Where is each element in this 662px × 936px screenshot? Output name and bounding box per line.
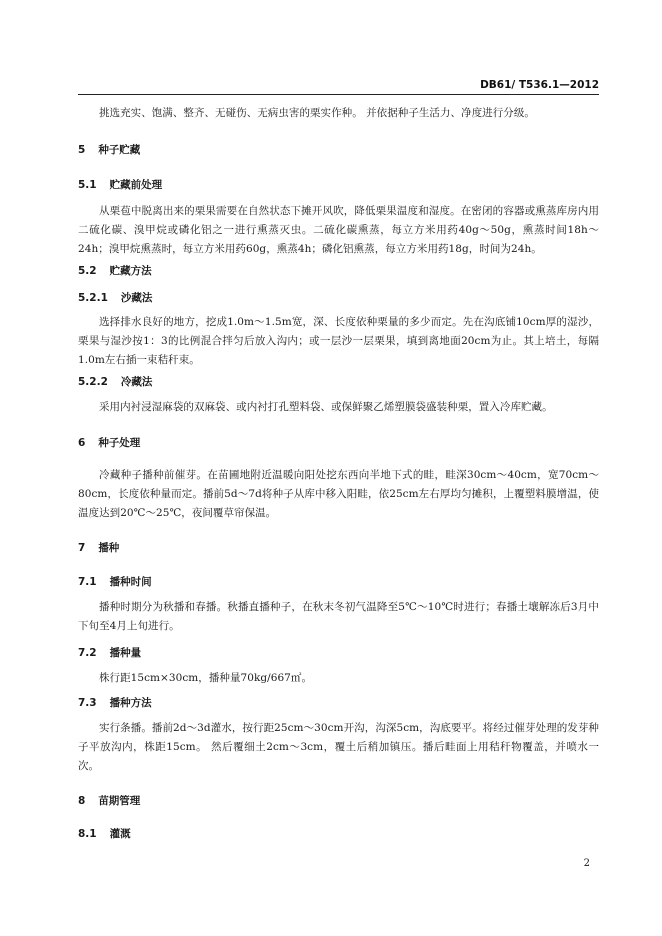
heading-number: 5.2.2 <box>78 376 108 388</box>
heading-7 <box>78 541 119 555</box>
heading-number: 5.2.1 <box>78 292 108 304</box>
heading-7-1 <box>78 575 152 589</box>
heading-title: 冷藏法 <box>120 376 153 388</box>
paragraph-5-2-1: 选择排水良好的地方，挖成1.0m～1.5m宽，深、长度依种栗量的多少而定。先在沟底铺10cm厚的湿沙，栗果与湿沙按1：3的比例混合拌匀后放入沟内；或一层沙一层栗果，填到离地面20cm为止。其上培土，每隔1.0m左右插一束秸秆束。 <box>78 316 599 366</box>
heading-title: 贮藏方法 <box>109 265 152 277</box>
heading-8 <box>78 794 140 808</box>
paragraph-6: 冷藏种子播种前催芽。在苗圃地附近温暖向阳处挖东西向半地下式的畦，畦深30cm～40cm，宽70cm～80cm，长度依种量而定。播前5d～7d将种子从库中移入阳畦，依25cm左右厚均匀摊积，上覆塑料膜增温，使温度达到20℃～25℃，夜间覆草帘保温。 <box>78 469 599 519</box>
heading-6 <box>78 436 140 450</box>
heading-number: 5.1 <box>78 179 97 191</box>
paragraph-5-2-2: 采用内衬浸湿麻袋的双麻袋、或内衬打孔塑料袋、或保鲜聚乙烯塑膜袋盛装种栗，置入冷库贮藏。 <box>99 401 553 413</box>
header-rule <box>78 94 599 95</box>
heading-7-2 <box>78 646 141 660</box>
heading-5-2-1 <box>78 291 152 305</box>
heading-title: 灌溉 <box>109 828 131 840</box>
heading-7-3 <box>78 696 152 710</box>
heading-number: 7 <box>78 542 86 554</box>
paragraph-7-3: 实行条播。播前2d～3d灌水，按行距25cm～30cm开沟，沟深5cm，沟底要平。将经过催芽处理的发芽种子平放沟内，株距15cm。 然后覆细土2cm～3cm，覆土后稍加镇压。播后畦面上用秸秆物覆盖，并喷水一次。 <box>78 722 599 772</box>
heading-number: 7.2 <box>78 647 97 659</box>
heading-8-1 <box>78 827 131 841</box>
page-number: 2 <box>583 858 590 869</box>
paragraph-7-1: 播种时期分为秋播和春播。秋播直播种子，在秋末冬初气温降至5℃～10℃时进行；春播土壤解冻后3月中下旬至4月上旬进行。 <box>78 601 599 632</box>
standard-code: DB61/ T536.1—2012 <box>480 79 599 91</box>
heading-5-2 <box>78 264 152 278</box>
heading-number: 7.1 <box>78 576 97 588</box>
paragraph-5-1: 从栗苞中脱离出来的栗果需要在自然状态下摊开风吹，降低栗果温度和湿度。在密闭的容器或熏蒸库房内用二硫化碳、溴甲烷或磷化铝之一进行熏蒸灭虫。二硫化碳熏蒸，每立方米用药40g～50g，熏蒸时间18h～24h；溴甲烷熏蒸时，每立方米用药60g，熏蒸4h；磷化铝熏蒸，每立方米用药18g，时间为24h。 <box>78 205 599 255</box>
heading-title: 播种量 <box>109 647 142 659</box>
heading-title: 种子贮藏 <box>98 144 141 156</box>
heading-number: 5.2 <box>78 265 97 277</box>
heading-title: 贮藏前处理 <box>109 179 163 191</box>
heading-number: 8 <box>78 795 86 807</box>
heading-title: 苗期管理 <box>98 795 141 807</box>
heading-title: 播种时间 <box>109 576 152 588</box>
heading-5-2-2 <box>78 375 152 389</box>
heading-title: 种子处理 <box>98 437 141 449</box>
heading-5 <box>78 143 140 157</box>
heading-number: 6 <box>78 437 86 449</box>
heading-title: 播种方法 <box>109 697 152 709</box>
heading-5-1 <box>78 178 162 192</box>
heading-number: 5 <box>78 144 86 156</box>
heading-number: 8.1 <box>78 828 97 840</box>
paragraph-intro: 挑选充实、饱满、整齐、无碰伤、无病虫害的栗实作种。 并依据种子生活力、净度进行分级。 <box>99 107 535 119</box>
heading-title: 沙藏法 <box>120 292 153 304</box>
heading-number: 7.3 <box>78 697 97 709</box>
heading-title: 播种 <box>98 542 120 554</box>
paragraph-7-2: 株行距15cm×30cm，播种量70kg/667㎡。 <box>99 672 313 684</box>
